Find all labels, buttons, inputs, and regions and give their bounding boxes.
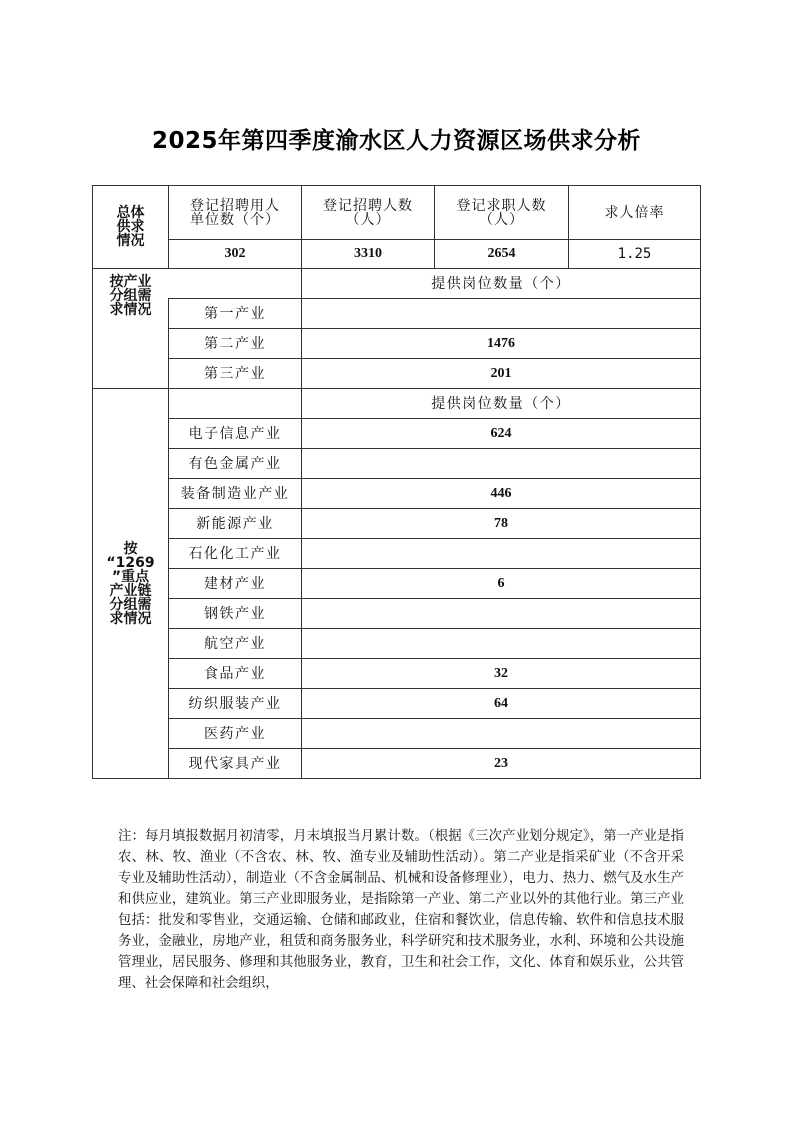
chain-header-row (93, 389, 701, 419)
chain-label: 食品产业 (169, 659, 302, 689)
value-jobseeker-count: 2654 (435, 240, 569, 269)
chain-row (93, 569, 701, 599)
header-recruit-count (302, 186, 435, 240)
industry-value: 1476 (302, 329, 701, 359)
chain-row (93, 599, 701, 629)
header-employer-count (169, 186, 302, 240)
industry-section-label-line: 求情况 (109, 301, 152, 318)
chain-value: 78 (302, 509, 701, 539)
value-employer-count: 302 (169, 240, 302, 269)
overall-header-row (93, 186, 701, 240)
industry-value (302, 299, 701, 329)
chain-row (93, 419, 701, 449)
chain-value: 446 (302, 479, 701, 509)
chain-section-label-line: 产业链 (109, 582, 152, 599)
chain-label: 建材产业 (169, 569, 302, 599)
chain-column-header: 提供岗位数量（个） (302, 389, 701, 419)
header-line: 登记求职人数 (456, 197, 547, 214)
chain-section-label-line: 求情况 (109, 610, 152, 627)
header-jobseeker-count (435, 186, 569, 240)
footnote: 注：每月填报数据月初清零，月末填报当月累计数。（根据《三次产业划分规定》，第一产业是指农、林、牧、渔业（不含农、林、牧、渔专业及辅助性活动）。第二产业是指采矿业（不含开采专业及辅助性活动），制造业（不含金属制品、机械和设备修理业），电力、热力、燃气及水生产和供应业，建筑业。第三产业即服务业，是指除第一产业、第二产业以外的其他行业。第三产业包括：批发和零售业，交通运输、仓储和邮政业，住宿和餐饮业，信息传输、软件和信息技术服务业，金融业，房地产业，租赁和商务服务业，科学研究和技术服务业，水利、环境和公共设施管理业，居民服务、修理和其他服务业，教育，卫生和社会工作，文化、体育和娱乐业，公共管理、社会保障和社会组织， (118, 829, 684, 991)
chain-label: 石化化工产业 (169, 539, 302, 569)
industry-label: 第三产业 (169, 359, 302, 389)
overall-section-label-line: 供求 (116, 219, 145, 235)
chain-label: 电子信息产业 (169, 419, 302, 449)
header-line: 单位数（个） (190, 211, 280, 228)
chain-label: 有色金属产业 (169, 449, 302, 479)
supply-demand-table (92, 185, 701, 779)
chain-row (93, 659, 701, 689)
header-line: 登记招聘用人 (190, 197, 280, 214)
chain-section-label-line: 分组需 (109, 596, 152, 613)
industry-value: 201 (302, 359, 701, 389)
overall-values-row (93, 240, 701, 269)
header-line: 登记招聘人数 (323, 197, 413, 214)
chain-row (93, 719, 701, 749)
industry-section-label-line: 分组需 (109, 287, 152, 304)
chain-section-label-line: ”重点 (111, 568, 150, 585)
chain-label: 医药产业 (169, 719, 302, 749)
chain-row (93, 449, 701, 479)
overall-section-label-line: 总体 (116, 205, 145, 221)
industry-section-label-line: 按产业 (109, 273, 152, 290)
chain-label: 钢铁产业 (169, 599, 302, 629)
chain-label: 新能源产业 (169, 509, 302, 539)
chain-row (93, 749, 701, 779)
industry-label: 第一产业 (169, 299, 302, 329)
chain-value: 624 (302, 419, 701, 449)
industry-label: 第二产业 (169, 329, 302, 359)
chain-row (93, 509, 701, 539)
value-demand-ratio: 1.25 (569, 240, 701, 269)
chain-value (302, 539, 701, 569)
header-line: （人） (345, 211, 391, 228)
overall-section-label (93, 186, 169, 269)
chain-label: 航空产业 (169, 629, 302, 659)
chain-value (302, 629, 701, 659)
page-title: 2025年第四季度渝水区人力资源区场供求分析 (151, 128, 641, 154)
chain-value (302, 719, 701, 749)
chain-section-label-line: “1269 (106, 554, 155, 571)
industry-column-header: 提供岗位数量（个） (302, 269, 701, 299)
chain-label: 纺织服装产业 (169, 689, 302, 719)
chain-value: 32 (302, 659, 701, 689)
chain-label: 装备制造业产业 (169, 479, 302, 509)
chain-value: 64 (302, 689, 701, 719)
header-line: 求人倍率 (604, 204, 665, 221)
chain-label-blank (169, 389, 302, 419)
chain-section-label (93, 389, 169, 779)
chain-row (93, 629, 701, 659)
chain-value (302, 599, 701, 629)
industry-row (93, 359, 701, 389)
header-line: （人） (479, 211, 524, 228)
industry-row (93, 299, 701, 329)
industry-section-label (93, 273, 169, 389)
chain-label: 现代家具产业 (169, 749, 302, 779)
chain-row (93, 539, 701, 569)
chain-value: 23 (302, 749, 701, 779)
industry-row (93, 329, 701, 359)
chain-section-label-line: 按 (123, 540, 138, 557)
chain-row (93, 689, 701, 719)
overall-section-label-line: 情况 (116, 233, 145, 249)
chain-value (302, 449, 701, 479)
chain-value: 6 (302, 569, 701, 599)
header-demand-ratio (569, 186, 701, 240)
industry-header-row (93, 269, 701, 299)
value-recruit-count: 3310 (302, 240, 435, 269)
chain-row (93, 479, 701, 509)
